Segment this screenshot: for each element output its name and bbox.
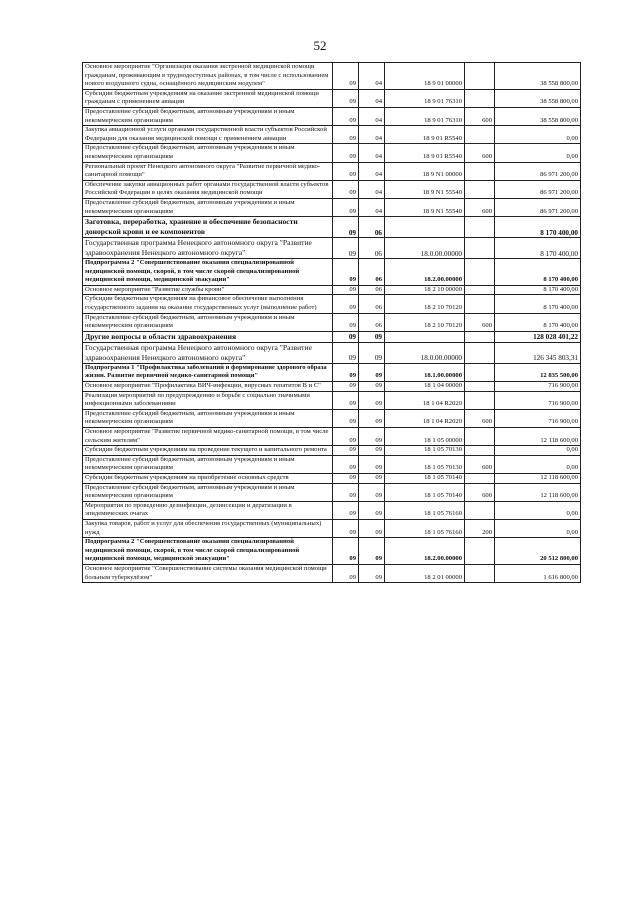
row-name-cell: Основное мероприятие "Организация оказания экстренной медицинской помощи гражданам, проживающим в труднодоступных районах, в том числе с использованием нового воздушного судна, оснащённого медицинским модулем" bbox=[83, 63, 333, 90]
row-amount-cell: 8 170 400,00 bbox=[495, 313, 581, 331]
row-name-cell: Заготовка, переработка, хранение и обеспечение безопасности донорской крови и ее компонентов bbox=[83, 217, 333, 238]
table-row bbox=[83, 63, 581, 90]
table-row bbox=[83, 107, 581, 125]
row-subsection-cell: 09 bbox=[359, 342, 385, 363]
table-row bbox=[83, 483, 581, 501]
row-expense-type-cell bbox=[465, 162, 495, 180]
table-row bbox=[83, 455, 581, 473]
row-section-cell: 09 bbox=[333, 259, 359, 286]
row-section-cell: 09 bbox=[333, 126, 359, 144]
row-subsection-cell: 09 bbox=[359, 473, 385, 483]
row-amount-cell: 12 118 600,00 bbox=[495, 428, 581, 446]
row-amount-cell: 12 118 600,00 bbox=[495, 473, 581, 483]
row-target-article-cell: 18.0.00.00000 bbox=[385, 342, 465, 363]
row-target-article-cell: 18 1 04 R2020 bbox=[385, 409, 465, 427]
table-row bbox=[83, 313, 581, 331]
row-subsection-cell: 06 bbox=[359, 313, 385, 331]
row-subsection-cell: 09 bbox=[359, 501, 385, 519]
row-name-cell: Основное мероприятие "Развитие первичной медико-санитарной помощи, в том числе сельским жителям" bbox=[83, 428, 333, 446]
row-target-article-cell: 18 1 05 76160 bbox=[385, 519, 465, 537]
row-amount-cell: 0,00 bbox=[495, 501, 581, 519]
row-subsection-cell: 06 bbox=[359, 285, 385, 295]
row-expense-type-cell bbox=[465, 501, 495, 519]
row-name-cell: Предоставление субсидий бюджетным, автономным учреждениям и иным некоммерческим организациям bbox=[83, 313, 333, 331]
row-subsection-cell: 09 bbox=[359, 428, 385, 446]
row-subsection-cell: 04 bbox=[359, 126, 385, 144]
row-section-cell: 09 bbox=[333, 198, 359, 216]
row-subsection-cell: 06 bbox=[359, 238, 385, 259]
row-target-article-cell bbox=[385, 331, 465, 342]
row-name-cell: Субсидии бюджетным учреждениям на оказание экстренной медицинской помощи гражданам с применением авиации bbox=[83, 89, 333, 107]
row-amount-cell: 126 345 803,31 bbox=[495, 342, 581, 363]
row-target-article-cell: 18.0.00.00000 bbox=[385, 238, 465, 259]
row-section-cell: 09 bbox=[333, 538, 359, 565]
row-name-cell: Предоставление субсидий бюджетным, автономным учреждениям и иным некоммерческим организациям bbox=[83, 483, 333, 501]
row-target-article-cell: 18 2 10 00000 bbox=[385, 285, 465, 295]
row-expense-type-cell: 600 bbox=[465, 483, 495, 501]
row-expense-type-cell bbox=[465, 428, 495, 446]
row-subsection-cell: 09 bbox=[359, 564, 385, 582]
table-row bbox=[83, 473, 581, 483]
row-subsection-cell: 09 bbox=[359, 391, 385, 409]
row-section-cell: 09 bbox=[333, 107, 359, 125]
row-name-cell: Региональный проект Ненецкого автономного округа "Развитие первичной медико-санитарной помощи" bbox=[83, 162, 333, 180]
row-amount-cell: 0,00 bbox=[495, 144, 581, 162]
row-section-cell: 09 bbox=[333, 342, 359, 363]
row-section-cell: 09 bbox=[333, 331, 359, 342]
budget-table bbox=[82, 62, 581, 583]
row-target-article-cell: 18 9 N1 55540 bbox=[385, 180, 465, 198]
row-expense-type-cell bbox=[465, 342, 495, 363]
row-amount-cell: 38 558 800,00 bbox=[495, 107, 581, 125]
row-expense-type-cell: 600 bbox=[465, 107, 495, 125]
table-row bbox=[83, 238, 581, 259]
row-expense-type-cell: 600 bbox=[465, 198, 495, 216]
row-section-cell: 09 bbox=[333, 455, 359, 473]
row-subsection-cell: 06 bbox=[359, 217, 385, 238]
row-section-cell: 09 bbox=[333, 483, 359, 501]
row-target-article-cell: 18 1 04 00000 bbox=[385, 382, 465, 392]
row-subsection-cell: 04 bbox=[359, 180, 385, 198]
table-row bbox=[83, 391, 581, 409]
row-subsection-cell: 04 bbox=[359, 144, 385, 162]
row-subsection-cell: 04 bbox=[359, 63, 385, 90]
row-name-cell: Предоставление субсидий бюджетным, автономным учреждениям и иным некоммерческим организациям bbox=[83, 198, 333, 216]
row-name-cell: Предоставление субсидий бюджетным, автономным учреждениям и иным некоммерческим организациям bbox=[83, 107, 333, 125]
row-amount-cell: 12 835 500,00 bbox=[495, 363, 581, 381]
row-subsection-cell: 09 bbox=[359, 409, 385, 427]
row-expense-type-cell bbox=[465, 363, 495, 381]
table-row bbox=[83, 162, 581, 180]
row-amount-cell: 0,00 bbox=[495, 455, 581, 473]
row-name-cell: Субсидии бюджетным учреждениям на приобретение основных средств bbox=[83, 473, 333, 483]
row-expense-type-cell: 600 bbox=[465, 455, 495, 473]
row-section-cell: 09 bbox=[333, 428, 359, 446]
row-name-cell: Государственная программа Ненецкого автономного округа "Развитие здравоохранения Ненецкого автономного округа" bbox=[83, 238, 333, 259]
row-amount-cell: 0,00 bbox=[495, 126, 581, 144]
row-section-cell: 09 bbox=[333, 382, 359, 392]
table-row bbox=[83, 342, 581, 363]
row-expense-type-cell bbox=[465, 564, 495, 582]
row-expense-type-cell bbox=[465, 285, 495, 295]
row-target-article-cell: 18.2.00.00000 bbox=[385, 538, 465, 565]
row-amount-cell: 0,00 bbox=[495, 446, 581, 456]
table-row bbox=[83, 295, 581, 313]
row-section-cell: 09 bbox=[333, 144, 359, 162]
table-row bbox=[83, 198, 581, 216]
row-name-cell: Основное мероприятие "Совершенствование системы оказания медицинской помощи больным туберкулёзом" bbox=[83, 564, 333, 582]
row-subsection-cell: 06 bbox=[359, 259, 385, 286]
table-row bbox=[83, 259, 581, 286]
row-target-article-cell: 18.1.00.00000 bbox=[385, 363, 465, 381]
row-target-article-cell: 18 1 05 70130 bbox=[385, 455, 465, 473]
row-target-article-cell: 18 9 01 76310 bbox=[385, 89, 465, 107]
table-row bbox=[83, 363, 581, 381]
row-target-article-cell: 18 1 05 00000 bbox=[385, 428, 465, 446]
row-name-cell: Субсидии бюджетным учреждениям на финансовое обеспечение выполнения государственного задания на оказание государственных услуг (выполнение работ) bbox=[83, 295, 333, 313]
row-target-article-cell: 18 1 05 76160 bbox=[385, 501, 465, 519]
row-name-cell: Подпрограмма 1 "Профилактика заболеваний и формирование здорового образа жизни. Развитие первичной медико-санитарной помощи" bbox=[83, 363, 333, 381]
row-section-cell: 09 bbox=[333, 564, 359, 582]
row-target-article-cell: 18 1 05 70140 bbox=[385, 483, 465, 501]
row-expense-type-cell bbox=[465, 473, 495, 483]
row-expense-type-cell bbox=[465, 382, 495, 392]
row-amount-cell: 38 558 800,00 bbox=[495, 63, 581, 90]
row-subsection-cell: 04 bbox=[359, 198, 385, 216]
row-target-article-cell: 18.2.00.00000 bbox=[385, 259, 465, 286]
row-subsection-cell: 09 bbox=[359, 538, 385, 565]
page-number: 52 bbox=[313, 38, 327, 53]
row-amount-cell: 0,00 bbox=[495, 519, 581, 537]
row-amount-cell: 128 028 401,22 bbox=[495, 331, 581, 342]
table-row bbox=[83, 519, 581, 537]
row-section-cell: 09 bbox=[333, 519, 359, 537]
row-section-cell: 09 bbox=[333, 473, 359, 483]
row-name-cell: Предоставление субсидий бюджетным, автономным учреждениям и иным некоммерческим организациям bbox=[83, 144, 333, 162]
row-target-article-cell: 18 2 10 70120 bbox=[385, 295, 465, 313]
row-expense-type-cell bbox=[465, 217, 495, 238]
row-expense-type-cell bbox=[465, 331, 495, 342]
row-expense-type-cell bbox=[465, 295, 495, 313]
row-amount-cell: 8 170 400,00 bbox=[495, 285, 581, 295]
row-expense-type-cell bbox=[465, 446, 495, 456]
row-target-article-cell: 18 2 01 00000 bbox=[385, 564, 465, 582]
row-amount-cell: 12 118 600,00 bbox=[495, 483, 581, 501]
row-subsection-cell: 04 bbox=[359, 162, 385, 180]
row-expense-type-cell bbox=[465, 259, 495, 286]
row-amount-cell: 716 900,00 bbox=[495, 391, 581, 409]
row-target-article-cell: 18 1 05 70130 bbox=[385, 446, 465, 456]
row-target-article-cell bbox=[385, 217, 465, 238]
row-name-cell: Закупка товаров, работ и услуг для обеспечения государственных (муниципальных) нужд bbox=[83, 519, 333, 537]
row-name-cell: Закупка авиационной услуги органами государственной власти субъектов Российской Федерации для оказания медицинской помощи с применением авиации bbox=[83, 126, 333, 144]
row-subsection-cell: 09 bbox=[359, 382, 385, 392]
row-name-cell: Другие вопросы в области здравоохранения bbox=[83, 331, 333, 342]
table-row bbox=[83, 538, 581, 565]
table-row bbox=[83, 501, 581, 519]
table-row bbox=[83, 89, 581, 107]
row-subsection-cell: 06 bbox=[359, 295, 385, 313]
row-amount-cell: 1 616 800,00 bbox=[495, 564, 581, 582]
row-expense-type-cell bbox=[465, 391, 495, 409]
row-section-cell: 09 bbox=[333, 295, 359, 313]
row-name-cell: Государственная программа Ненецкого автономного округа "Развитие здравоохранения Ненецкого автономного округа" bbox=[83, 342, 333, 363]
table-row bbox=[83, 144, 581, 162]
table-row bbox=[83, 428, 581, 446]
row-target-article-cell: 18 1 04 R2020 bbox=[385, 391, 465, 409]
table-row bbox=[83, 217, 581, 238]
row-name-cell: Реализация мероприятий по предупреждению и борьбе с социально значимыми инфекционными заболеваниями bbox=[83, 391, 333, 409]
row-section-cell: 09 bbox=[333, 391, 359, 409]
row-target-article-cell: 18 9 01 00000 bbox=[385, 63, 465, 90]
row-amount-cell: 20 512 800,00 bbox=[495, 538, 581, 565]
table-row bbox=[83, 409, 581, 427]
row-section-cell: 09 bbox=[333, 313, 359, 331]
row-subsection-cell: 04 bbox=[359, 107, 385, 125]
row-subsection-cell: 09 bbox=[359, 483, 385, 501]
table-row bbox=[83, 180, 581, 198]
table-row bbox=[83, 126, 581, 144]
row-subsection-cell: 09 bbox=[359, 519, 385, 537]
row-section-cell: 09 bbox=[333, 162, 359, 180]
table-row bbox=[83, 285, 581, 295]
row-name-cell: Предоставление субсидий бюджетным, автономным учреждениям и иным некоммерческим организациям bbox=[83, 409, 333, 427]
row-subsection-cell: 04 bbox=[359, 89, 385, 107]
row-expense-type-cell bbox=[465, 238, 495, 259]
row-name-cell: Подпрограмма 2 "Совершенствование оказания специализированной медицинской помощи, скорой, в том числе скорой специализированной медицинской помощи, медицинской эвакуации" bbox=[83, 259, 333, 286]
row-expense-type-cell: 600 bbox=[465, 144, 495, 162]
row-amount-cell: 8 170 400,00 bbox=[495, 238, 581, 259]
row-name-cell: Мероприятия по проведению дезинфекции, дезинсекции и дератизации в эпидемических очагах bbox=[83, 501, 333, 519]
row-subsection-cell: 09 bbox=[359, 446, 385, 456]
row-section-cell: 09 bbox=[333, 238, 359, 259]
row-target-article-cell: 18 2 10 70120 bbox=[385, 313, 465, 331]
row-section-cell: 09 bbox=[333, 89, 359, 107]
row-name-cell: Основное мероприятие "Развитие службы крови" bbox=[83, 285, 333, 295]
row-amount-cell: 86 971 200,00 bbox=[495, 198, 581, 216]
row-expense-type-cell bbox=[465, 89, 495, 107]
row-amount-cell: 8 170 400,00 bbox=[495, 295, 581, 313]
row-target-article-cell: 18 9 N1 55540 bbox=[385, 198, 465, 216]
row-section-cell: 09 bbox=[333, 285, 359, 295]
row-name-cell: Обеспечение закупки авиационных работ органами государственной власти субъектов Российской Федерации в целях оказания медицинской помощи bbox=[83, 180, 333, 198]
table-row bbox=[83, 331, 581, 342]
row-amount-cell: 8 170 400,00 bbox=[495, 217, 581, 238]
table-row bbox=[83, 564, 581, 582]
row-name-cell: Основное мероприятие "Профилактика ВИЧ-инфекции, вирусных гепатитов В и С" bbox=[83, 382, 333, 392]
row-target-article-cell: 18 1 05 70140 bbox=[385, 473, 465, 483]
row-target-article-cell: 18 9 01 76310 bbox=[385, 107, 465, 125]
row-subsection-cell: 09 bbox=[359, 455, 385, 473]
row-name-cell: Предоставление субсидий бюджетным, автономным учреждениям и иным некоммерческим организациям bbox=[83, 455, 333, 473]
row-subsection-cell: 09 bbox=[359, 363, 385, 381]
row-expense-type-cell: 200 bbox=[465, 519, 495, 537]
row-target-article-cell: 18 9 01 R5540 bbox=[385, 126, 465, 144]
row-amount-cell: 716 900,00 bbox=[495, 382, 581, 392]
row-amount-cell: 716 900,00 bbox=[495, 409, 581, 427]
row-section-cell: 09 bbox=[333, 501, 359, 519]
row-expense-type-cell: 600 bbox=[465, 409, 495, 427]
row-section-cell: 09 bbox=[333, 217, 359, 238]
row-amount-cell: 8 170 400,00 bbox=[495, 259, 581, 286]
row-name-cell: Субсидии бюджетным учреждениям на проведение текущего и капитального ремонта bbox=[83, 446, 333, 456]
row-name-cell: Подпрограмма 2 "Совершенствование оказания специализированной медицинской помощи, скорой, в том числе скорой специализированной медицинской помощи, медицинской эвакуации" bbox=[83, 538, 333, 565]
row-amount-cell: 86 971 200,00 bbox=[495, 162, 581, 180]
row-expense-type-cell: 600 bbox=[465, 313, 495, 331]
row-expense-type-cell bbox=[465, 63, 495, 90]
row-amount-cell: 38 558 800,00 bbox=[495, 89, 581, 107]
table-row bbox=[83, 382, 581, 392]
row-section-cell: 09 bbox=[333, 409, 359, 427]
row-section-cell: 09 bbox=[333, 363, 359, 381]
row-subsection-cell: 09 bbox=[359, 331, 385, 342]
row-section-cell: 09 bbox=[333, 63, 359, 90]
row-amount-cell: 86 971 200,00 bbox=[495, 180, 581, 198]
row-section-cell: 09 bbox=[333, 446, 359, 456]
row-section-cell: 09 bbox=[333, 180, 359, 198]
row-target-article-cell: 18 9 N1 00000 bbox=[385, 162, 465, 180]
table-row bbox=[83, 446, 581, 456]
row-expense-type-cell bbox=[465, 126, 495, 144]
row-expense-type-cell bbox=[465, 180, 495, 198]
row-expense-type-cell bbox=[465, 538, 495, 565]
row-target-article-cell: 18 9 01 R5540 bbox=[385, 144, 465, 162]
